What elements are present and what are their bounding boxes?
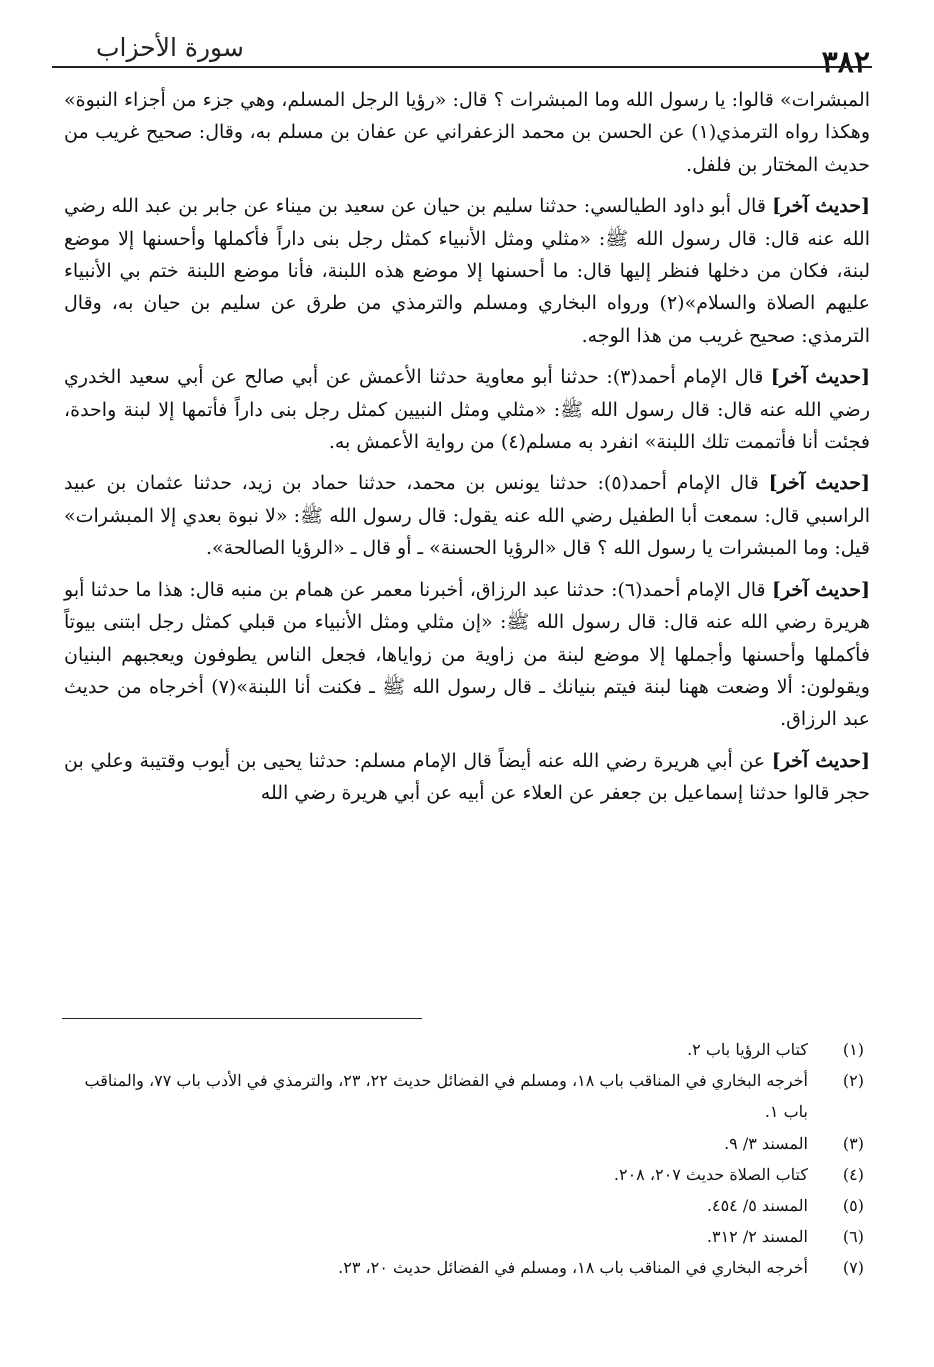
paragraph-1: [64, 84, 870, 181]
footnote-text: المسند ٣/ ٩.: [724, 1133, 808, 1153]
footnote-number: (١): [842, 1040, 864, 1059]
footnote-item: [64, 1065, 870, 1127]
footnote-text: المسند ٢/ ٣١٢.: [706, 1227, 808, 1247]
footnote-rule: [62, 1018, 422, 1019]
hadith-label: [حديث آخر]: [771, 749, 871, 772]
paragraph-text: قال الإمام أحمد(٦): حدثنا عبد الرزاق، أخبرنا معمر عن همام بن منبه قال: هذا ما حدثنا أبو هريرة رضي الله عنه قال: قال رسول الله ﷺ: «إن مثلي ومثل الأنبياء من قبلي كمثل رجل ابتنى بيوتاً فأكملها وأحسنها وأجملها إلا موضع لبنة من زاوية من زواياها، فجعل الناس يطوفون ويعجبهم البنيان ويقولون: ألا وضعت ههنا لبنة فيتم بنيانك ـ قال رسول الله ﷺ ـ فكنت أنا اللبنة»(٧) أخرجاه من حديث عبد الرزاق.: [64, 578, 870, 731]
footnote-item: [64, 1221, 870, 1252]
footnote-number: (٥): [842, 1196, 864, 1216]
paragraph-text: المبشرات» قالوا: يا رسول الله وما المبشرات ؟ قال: «رؤيا الرجل المسلم، وهي جزء من أجزاء النبوة» وهكذا رواه الترمذي(١) عن الحسن بن محمد الزعفراني عن عفان بن مسلم به، وقال: صحيح غريب من حديث المختار بن فلفل.: [64, 89, 870, 176]
paragraph-6: [64, 745, 870, 810]
paragraph-text: قال الإمام أحمد(٥): حدثنا يونس بن محمد، حدثنا حماد بن زيد، حدثنا عثمان بن عبيد الراسبي قال: سمعت أبا الطفيل رضي الله عنه يقول: قال رسول الله ﷺ: «لا نبوة بعدي إلا المبشرات» قيل: وما المبشرات يا رسول الله ؟ قال «الرؤيا الحسنة» ـ أو قال ـ «الرؤيا الصالحة».: [64, 472, 870, 560]
paragraph-2: [64, 190, 870, 352]
footnote-number: (٧): [842, 1258, 864, 1278]
footnote-number: (٢): [842, 1071, 864, 1091]
paragraph-3: [64, 361, 870, 458]
surah-name: سورة الأحزاب: [96, 33, 244, 62]
footnote-item: [64, 1128, 870, 1159]
page-number: ٣٨٢: [821, 45, 870, 80]
footnote-text: كتاب الرؤيا باب ٢.: [687, 1040, 808, 1059]
paragraph-text: عن أبي هريرة رضي الله عنه أيضاً قال الإمام مسلم: حدثنا يحيى بن أيوب وقتيبة وعلي بن حجر قالوا حدثنا إسماعيل بن جعفر عن العلاء عن أبيه عن أبي هريرة رضي الله: [64, 749, 870, 805]
footnote-number: (٤): [842, 1164, 864, 1184]
paragraph-4: [64, 467, 870, 564]
hadith-label: [حديث آخر]: [772, 195, 870, 218]
hadith-label: [حديث آخر]: [768, 472, 870, 495]
footnote-text: كتاب الصلاة حديث ٢٠٧، ٢٠٨.: [613, 1164, 808, 1184]
footnote-number: (٣): [842, 1133, 864, 1153]
main-text: [64, 84, 870, 819]
footnote-text: المسند ٥/ ٤٥٤.: [706, 1196, 808, 1216]
footnotes: [64, 1034, 870, 1284]
footnote-item: [64, 1034, 870, 1065]
footnote-item: [64, 1190, 870, 1221]
header-rule: [52, 66, 872, 68]
paragraph-5: [64, 574, 870, 736]
footnote-number: (٦): [842, 1227, 864, 1247]
hadith-label: [حديث آخر]: [770, 366, 870, 389]
paragraph-text: قال الإمام أحمد(٣): حدثنا أبو معاوية حدثنا الأعمش عن أبي صالح عن أبي سعيد الخدري رضي الله عنه قال: قال رسول الله ﷺ: «مثلي ومثل النبيين كمثل رجل بنى داراً فأتمها إلا لبنة واحدة، فجئت أنا فأتممت تلك اللبنة» انفرد به مسلم(٤) من رواية الأعمش به.: [64, 366, 870, 454]
hadith-label: [حديث آخر]: [771, 578, 870, 601]
footnote-text: أخرجه البخاري في المناقب باب ١٨، ومسلم في الفضائل حديث ٢٠، ٢٣.: [338, 1258, 808, 1278]
footnote-text: أخرجه البخاري في المناقب باب ١٨، ومسلم في الفضائل حديث ٢٢، ٢٣، والترمذي في الأدب باب ٧٧، والمناقب باب ١.: [84, 1071, 808, 1122]
footnote-item: [64, 1252, 870, 1283]
paragraph-text: قال أبو داود الطيالسي: حدثنا سليم بن حيان عن سعيد بن ميناء عن جابر بن عبد الله رضي الله عنه قال: قال رسول الله ﷺ: «مثلي ومثل الأنبياء كمثل رجل بنى داراً فأكملها وأحسنها إلا موضع لبنة، فكان من دخلها فنظر إليها قال: ما أحسنها إلا موضع هذه اللبنة، فأنا موضع اللبنة ختم بي الأنبياء عليهم الصلاة والسلام»(٢) ورواه البخاري ومسلم والترمذي من طرق عن سليم بن حيان به، وقال الترمذي: صحيح غريب من هذا الوجه.: [64, 195, 870, 347]
footnote-item: [64, 1159, 870, 1190]
